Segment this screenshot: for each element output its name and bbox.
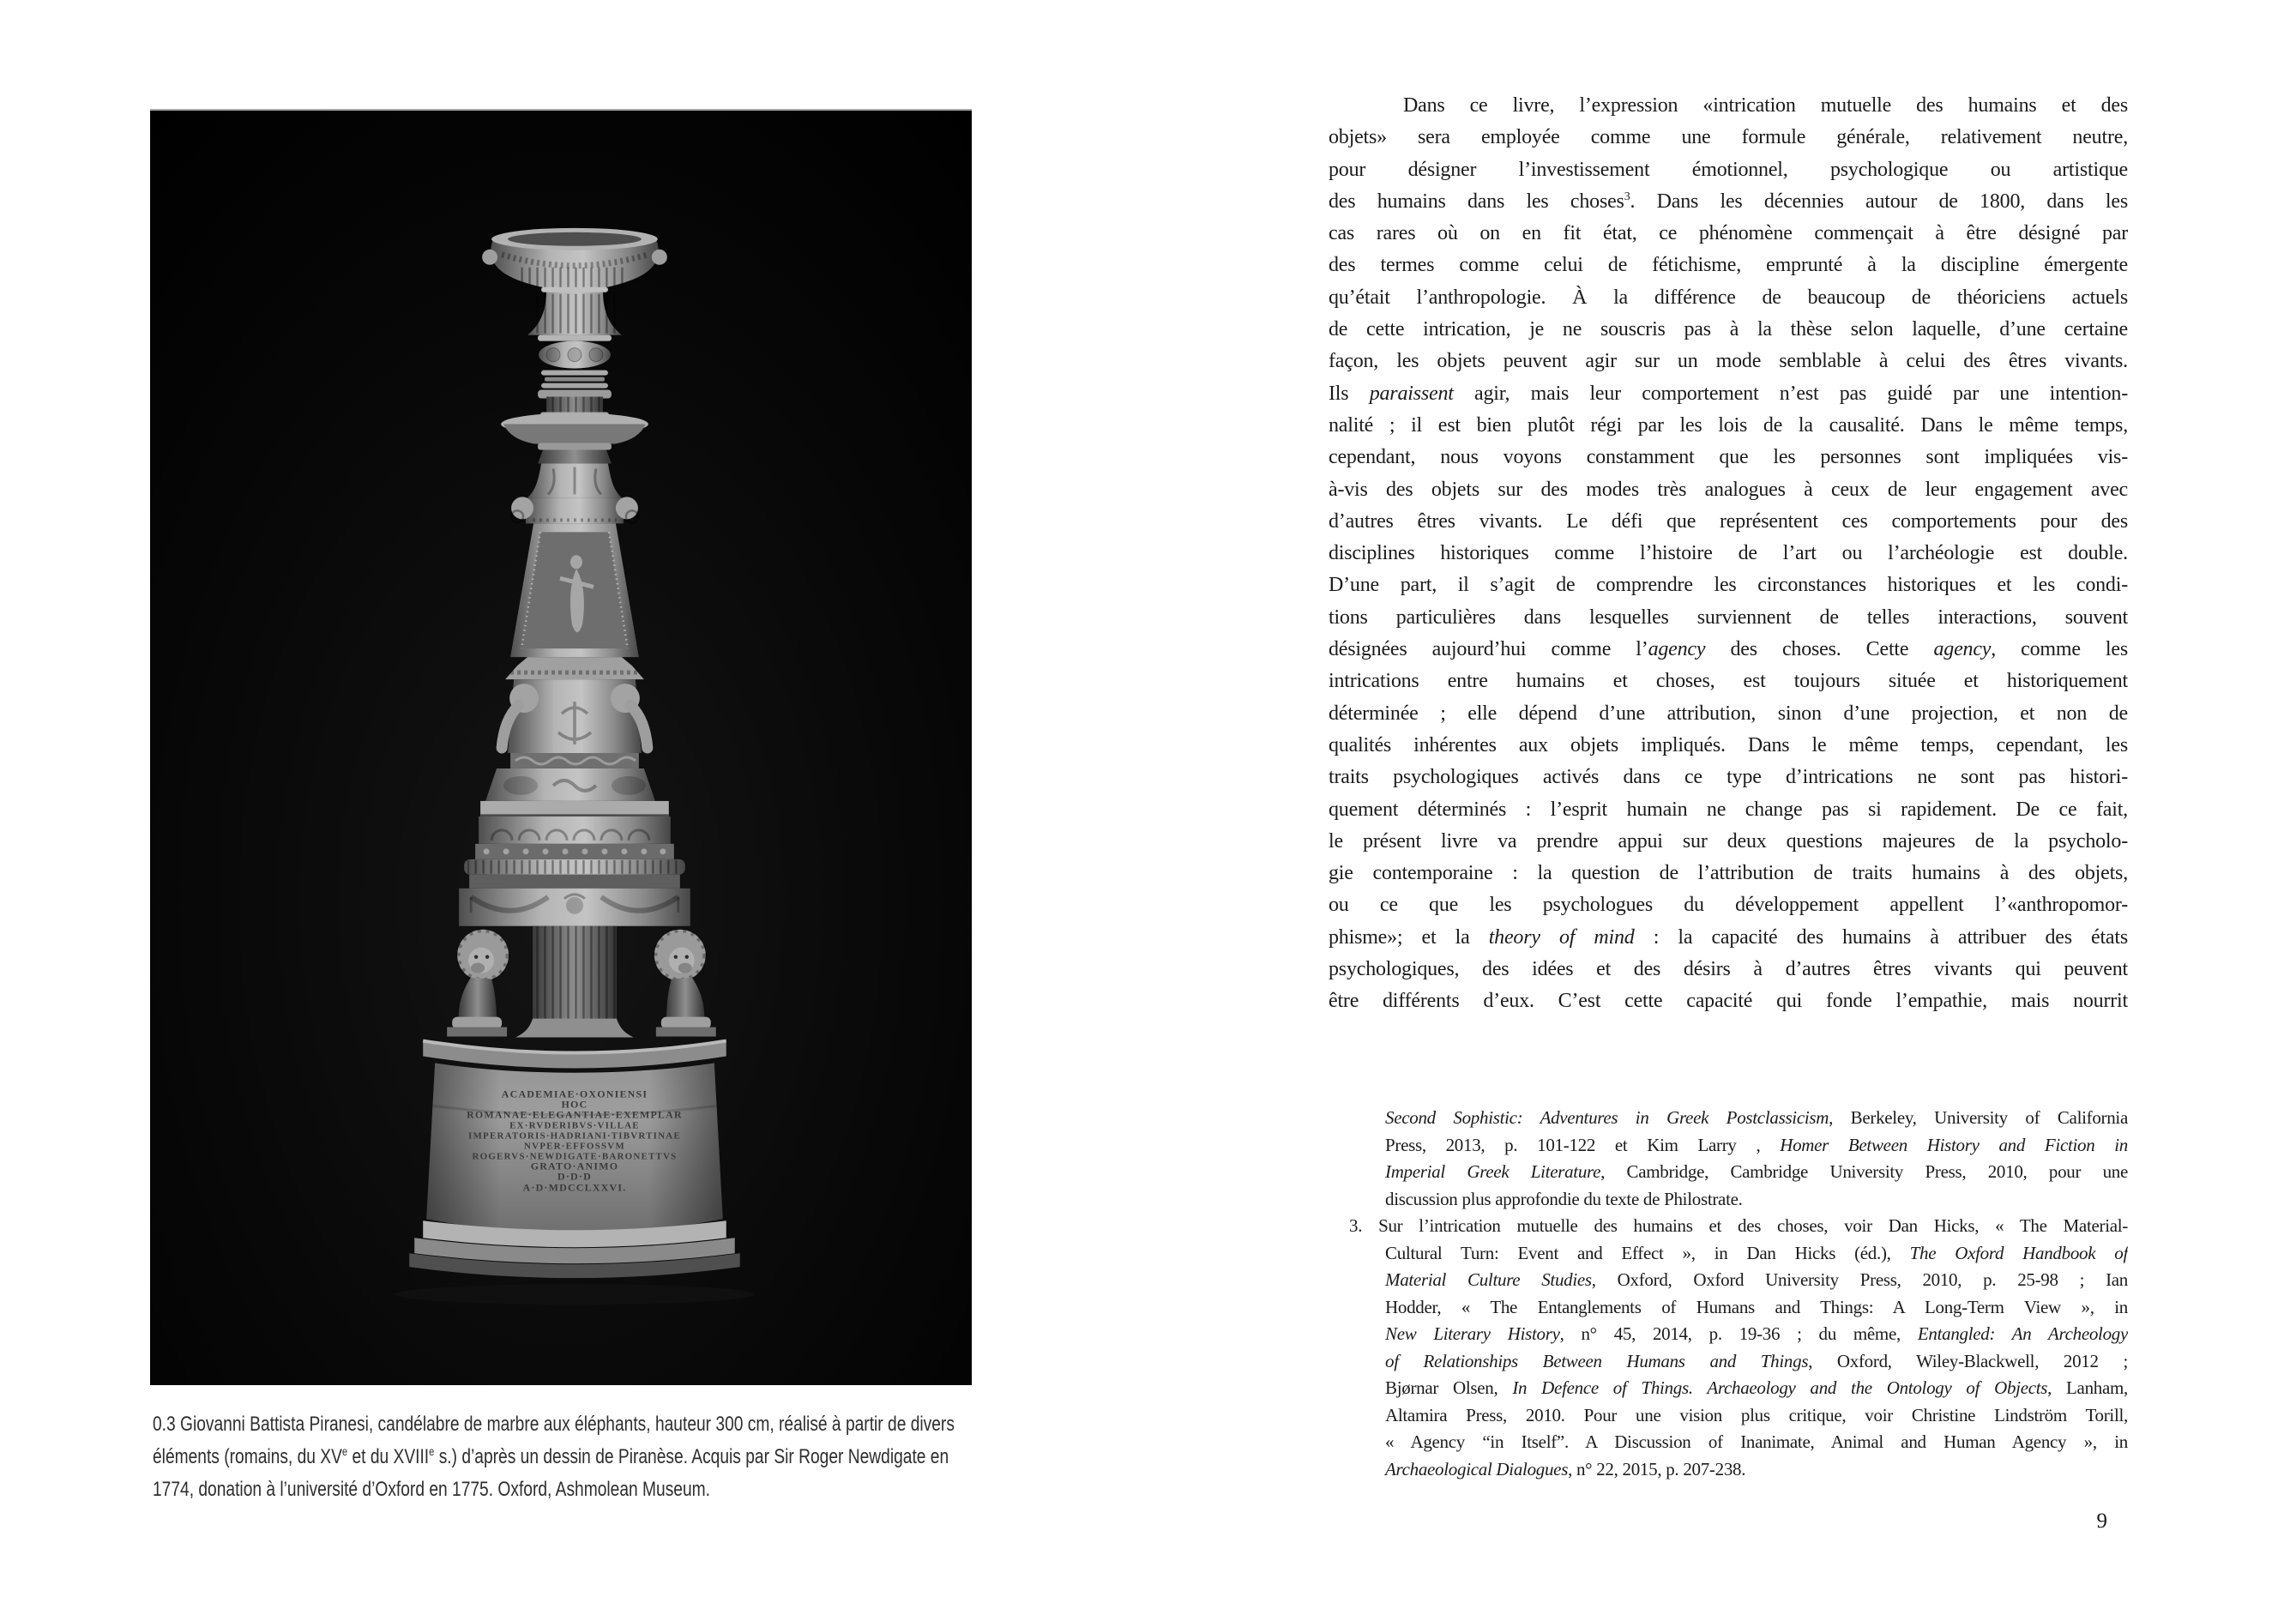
- figure-caption: [153, 1408, 1040, 1506]
- text-line: désignées aujourd’hui comme l’agency des choses. Cette agency, comme les: [1329, 638, 2128, 661]
- text-line: 1774, donation à l’université d’Oxford en 1775. Oxford, Ashmolean Museum.: [153, 1478, 710, 1501]
- inscription-line: ROMANAE·ELEGANTIAE·EXEMPLAR: [467, 1108, 683, 1121]
- inscription-line: ACADEMIAE·OXONIENSI: [501, 1088, 648, 1100]
- text-line: objets» sera employée comme une formule générale, relativement neutre,: [1329, 126, 2128, 149]
- text-line: pour désigner l’investissement émotionnel, psychologique ou artistique: [1329, 158, 2128, 181]
- inscription-line: A·D·MDCCLXXVI.: [522, 1181, 627, 1194]
- text-line: cas rares où on en fit état, ce phénomène commençait à être désigné par: [1329, 222, 2128, 245]
- text-line: 0.3 Giovanni Battista Piranesi, candélabre de marbre aux éléphants, hauteur 300 cm, réalisé à partir de divers: [153, 1413, 955, 1436]
- inscription-line: D·D·D: [557, 1170, 592, 1183]
- text-line: qualités inhérentes aux objets impliqués. Dans le même temps, cependant, les: [1329, 733, 2128, 756]
- inscription-line: ROGERVS·NEWDIGATE·BARONETTVS: [472, 1151, 678, 1162]
- text-line: qu’était l’anthropologie. À la différence de beaucoup de théoriciens actuels: [1329, 286, 2128, 309]
- text-line: Cultural Turn: Event and Effect », in Dan Hicks (éd.), The Oxford Handbook of: [1385, 1242, 2128, 1263]
- text-line: D’une part, il s’agit de comprendre les circonstances historiques et les condi-: [1329, 574, 2128, 597]
- text-line: Press, 2013, p. 101-122 et Kim Larry , Homer Between History and Fiction in: [1385, 1134, 2128, 1155]
- text-line: quement déterminés : l’esprit humain ne change pas si rapidement. De ce fait,: [1329, 798, 2128, 821]
- text-line: de cette intrication, je ne souscris pas à la thèse selon laquelle, d’une certaine: [1329, 318, 2128, 341]
- text-line: éléments (romains, du XVe et du XVIIIe s.) d’après un dessin de Piranèse. Acquis par Sir Roger Newdigate en: [153, 1444, 949, 1468]
- body-text: [1329, 90, 2128, 1018]
- footnote-2-continuation: [1329, 1105, 2128, 1213]
- inscription-line: GRATO·ANIMO: [530, 1160, 619, 1172]
- page-number: 9: [2096, 1510, 2107, 1533]
- text-line: 3. Sur l’intrication mutuelle des humains et des choses, voir Dan Hicks, « The Material-: [1349, 1215, 2128, 1236]
- text-line: intrications entre humains et choses, est toujours située et historiquement: [1329, 670, 2128, 693]
- text-line: déterminée ; elle dépend d’une attribution, sinon d’une projection, et non de: [1329, 702, 2128, 725]
- text-line: of Relationships Between Humans and Things, Oxford, Wiley-Blackwell, 2012 ;: [1385, 1350, 2128, 1371]
- text-line: ou ce que les psychologues du développement appellent l’«anthropomor-: [1329, 894, 2128, 917]
- inscription-line: HOC: [561, 1098, 588, 1111]
- text-line: Material Culture Studies, Oxford, Oxford University Press, 2010, p. 25-98 ; Ian: [1385, 1269, 2128, 1290]
- text-line: nalité ; il est bien plutôt régi par les lois de la causalité. Dans le même temps,: [1329, 413, 2128, 437]
- text-line: cependant, nous voyons constamment que les personnes sont impliquées vis-: [1329, 446, 2128, 469]
- text-line: être différents d’eux. C’est cette capacité qui fonde l’empathie, mais nourrit: [1329, 990, 2128, 1013]
- footnote-3: [1329, 1213, 2128, 1483]
- text-line: Dans ce livre, l’expression «intrication mutuelle des humains et des: [1403, 94, 2128, 117]
- text-line: New Literary History, n° 45, 2014, p. 19-36 ; du même, Entangled: An Archeology: [1385, 1323, 2128, 1344]
- text-line: disciplines historiques comme l’histoire de l’art ou l’archéologie est double.: [1329, 542, 2128, 565]
- text-line: discussion plus approfondie du texte de Philostrate.: [1385, 1188, 1743, 1209]
- text-line: traits psychologiques activés dans ce type d’intrications ne sont pas histori-: [1329, 766, 2128, 789]
- text-line: Hodder, « The Entanglements of Humans and Things: A Long-Term View », in: [1385, 1296, 2128, 1317]
- text-line: « Agency “in Itself”. A Discussion of Inanimate, Animal and Human Agency », in: [1385, 1431, 2128, 1452]
- text-line: le présent livre va prendre appui sur deux questions majeures de la psycholo-: [1329, 829, 2128, 853]
- text-line: à-vis des objets sur des modes très analogues à ceux de leur engagement avec: [1329, 478, 2128, 501]
- text-line: des humains dans les choses$^3$. Dans les décennies autour de 1800, dans les: [1329, 190, 2128, 213]
- text-line: façon, les objets peuvent agir sur un mode semblable à celui des êtres vivants.: [1329, 350, 2128, 373]
- text-line: gie contemporaine : la question de l’attribution de traits humains à des objets,: [1329, 862, 2128, 885]
- text-line: Ils paraissent agir, mais leur comportement n’est pas guidé par une intention-: [1329, 382, 2128, 405]
- footnotes: [1329, 1105, 2128, 1483]
- text-line: des termes comme celui de fétichisme, emprunté à la discipline émergente: [1329, 254, 2128, 277]
- text-line: Imperial Greek Literature, Cambridge, Cambridge University Press, 2010, pour une: [1385, 1161, 2128, 1182]
- text-line: Altamira Press, 2010. Pour une vision plus critique, voir Christine Lindström Torill,: [1385, 1404, 2128, 1425]
- inscription-line: IMPERATORIS·HADRIANI·TIBVRTINAE: [468, 1130, 681, 1142]
- text-line: phisme»; et la theory of mind : la capacité des humains à attribuer des états: [1329, 925, 2128, 949]
- text-line: Second Sophistic: Adventures in Greek Postclassicism, Berkeley, University of California: [1385, 1107, 2128, 1128]
- text-line: Archaeological Dialogues, n° 22, 2015, p. 207-238.: [1385, 1458, 1746, 1479]
- figure-photo: [150, 109, 972, 1385]
- text-line: psychologiques, des idées et des désirs à d’autres êtres vivants qui peuvent: [1329, 958, 2128, 981]
- text-line: d’autres êtres vivants. Le défi que représentent ces comportements pour des: [1329, 509, 2128, 533]
- candelabrum-illustration: [150, 111, 972, 1385]
- inscription-line: NVPER·EFFOSSVM: [524, 1141, 625, 1152]
- inscription-line: EX·RVDERIBVS·VILLAE: [509, 1120, 640, 1131]
- text-line: Bjørnar Olsen, In Defence of Things. Archaeology and the Ontology of Objects, Lanham,: [1385, 1377, 2128, 1398]
- text-line: tions particulières dans lesquelles surviennent de telles interactions, souvent: [1329, 606, 2128, 629]
